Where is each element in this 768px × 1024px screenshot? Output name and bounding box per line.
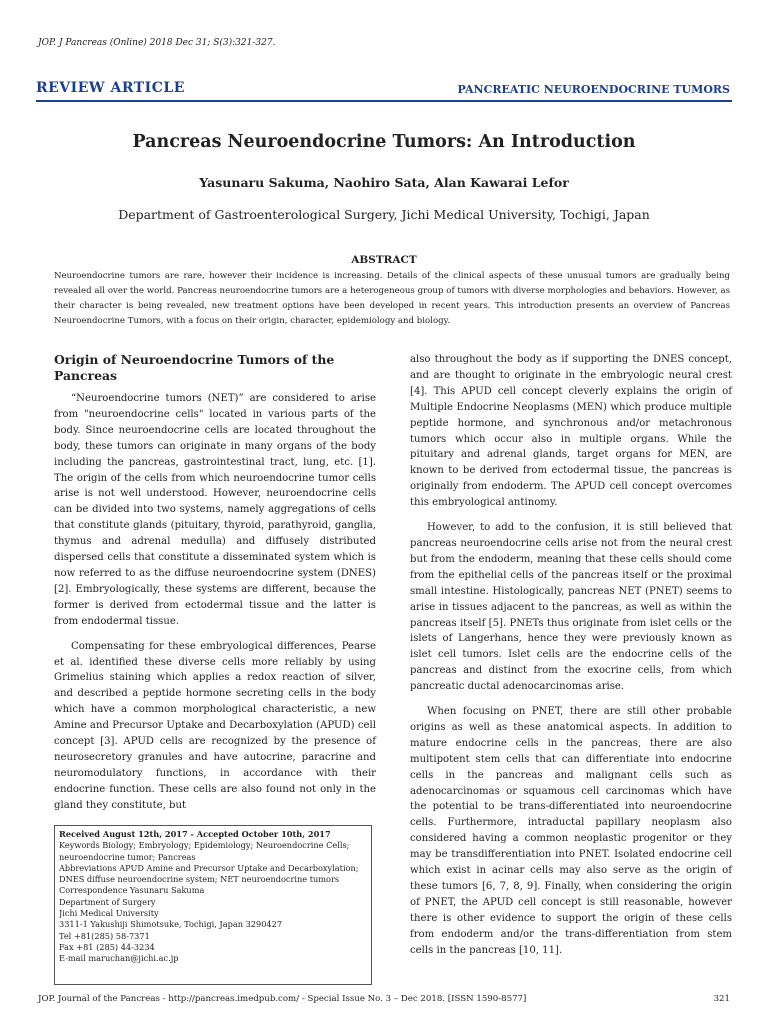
author-affiliation: Department of Gastroenterological Surgery, Jichi Medical University, Tochigi, Japan	[118, 207, 650, 222]
fax: Fax +81 (285) 44-3234	[59, 941, 155, 952]
keywords: Keywords Biology; Embryology; Epidemiology; Neuroendocrine Cells; neuroendocrine tumor; Pancreas	[59, 840, 350, 862]
article-topic-label: PANCREATIC NEUROENDOCRINE TUMORS	[457, 83, 730, 96]
article-type-label: REVIEW ARTICLE	[36, 80, 185, 96]
article-title: Pancreas Neuroendocrine Tumors: An Introduction	[132, 132, 636, 152]
page-number: 321	[713, 994, 730, 1004]
correspondence-univ: Jichi Medical University	[59, 908, 159, 919]
body-paragraph: When focusing on PNET, there are still other probable origins as well as these anatomical aspects. In addition to mature endocrine cells in the pancreas, there are also multipotent stem cells that can differentiate into endocrine cells in the pancreas and malignant cells such as adenocarcinomas or squamous cell carcinomas which have the potential to be trans-differentiated into neuroendocrine cells. Furthermore, intraductal papillary neoplasm also considered having a common neoplastic progenitor or they may be transdifferentiation into PNET. Isolated endocrine cell which exist in acinar cells may also serve as the origin of these tumors [6, 7, 8, 9]. Finally, when considering the origin of PNET, the APUD cell concept is still reasonable, however there is other evidence to support the origin of these cells from endoderm and/or the trans-differentiation from stem cells in the pancreas [10, 11].	[410, 706, 732, 956]
received-dates: Received August 12th, 2017 - Accepted October 10th, 2017	[59, 829, 331, 839]
telephone: Tel +81(285) 58-7371	[59, 930, 150, 941]
author-list: Yasunaru Sakuma, Naohiro Sata, Alan Kawarai Lefor	[199, 175, 569, 190]
correspondence: Correspondence Yasunaru Sakuma	[59, 885, 205, 896]
abbreviations: Abbreviations APUD Amine and Precursor Uptake and Decarboxylation;	[59, 862, 359, 873]
body-paragraph: also throughout the body as if supporting the DNES concept, and are thought to originate in the embryologic neural crest [4]. This APUD cell concept cleverly explains the origin of Multiple Endocrine Neoplasms (MEN) which produce multiple peptide hormone, and synchronous and/or metachronous tumors which occur also in multiple organs. While the pituitary and adrenal glands, target organs for MEN, are known to be derived from ectodermal tissue, the pancreas is originally from endoderm. The APUD cell concept overcomes this embryological antinomy.	[410, 354, 732, 509]
section-heading: Origin of Neuroendocrine Tumors of the Pancreas	[54, 352, 335, 383]
left-column	[54, 352, 376, 823]
footer-journal: JOP. Journal of the Pancreas - http://pancreas.imedpub.com/ - Special Issue No. 3 – Dec 2018. [ISSN 1590-8577]	[38, 994, 527, 1004]
body-paragraph: However, to add to the confusion, it is still believed that pancreas neuroendocrine cells arise not from the neural crest but from the endoderm, meaning that these cells should come from the epithelial cells of the pancreas itself or the proximal small intestine. Histologically, pancreas NET (PNET) seems to arise in tissues adjacent to the pancreas, as well as within the pancreas itself [5]. PNETs thus originate from islet cells or the islets of Langerhans, hence they were previously known as islet cell tumors. Islet cells are the endocrine cells of the pancreas and distinct from the exocrine cells, from which pancreatic ductal adenocarcinomas arise.	[410, 522, 732, 693]
header-divider	[36, 100, 732, 102]
abstract-text: Neuroendocrine tumors are rare, however their incidence is increasing. Details of the clinical aspects of these unusual tumors are gradually being revealed all over the world. Pancreas neuroendocrine tumors are a heterogeneous group of tumors with diverse morphologies and behaviors. However, as their character is being revealed, new treatment options have been developed in recent years. This introduction presents an overview of Pancreas Neuroendocrine Tumors, with a focus on their origin, character, epidemiology and biology.	[54, 271, 730, 326]
abstract-heading: ABSTRACT	[351, 254, 417, 266]
email: E-mail maruchan@jichi.ac.jp	[59, 953, 179, 964]
body-paragraph: “Neuroendocrine tumors (NET)” are considered to arise from "neuroendocrine cells" located in various parts of the body. Since neuroendocrine cells are located throughout the body, these tumors can originate in many organs of the body including the pancreas, gastrointestinal tract, lung, etc. [1]. The origin of the cells from which neuroendocrine tumor cells arise is not well understood. However, neuroendocrine cells can be divided into two systems, namely aggregations of cells that constitute glands (pituitary, thyroid, parathyroid, ganglia, thymus and adrenal medulla) and diffusely distributed dispersed cells that constitute a disseminated system which is now referred to as the diffuse neuroendocrine system (DNES) [2]. Embryologically, these systems are different, because the former is derived from ectodermal tissue and the latter is from endodermal tissue.	[54, 393, 376, 627]
right-column	[410, 352, 732, 968]
correspondence-dept: Department of Surgery	[59, 896, 156, 907]
article-info-box	[54, 825, 372, 985]
body-paragraph: Compensating for these embryological differences, Pearse et al. identified these diverse cells more reliably by using Grimelius staining which applies a redox reaction of silver, and described a peptide hormone secreting cells in the body which have a common morphological characteristic, a new Amine and Precursor Uptake and Decarboxylation (APUD) cell concept [3]. APUD cells are recognized by the presence of neurosecretory granules and have autocrine, paracrine and neuromodulatory functions, in accordance with their endocrine function. These cells are also found not only in the gland they constitute, but	[54, 640, 376, 811]
correspondence-address: 3311-1 Yakushiji Shimotsuke, Tochigi, Japan 3290427	[59, 919, 283, 930]
journal-citation: JOP. J Pancreas (Online) 2018 Dec 31; S(3):321-327.	[38, 38, 276, 48]
abbreviations-cont: DNES diffuse neuroendocrine system; NET neuroendocrine tumors	[59, 874, 340, 885]
